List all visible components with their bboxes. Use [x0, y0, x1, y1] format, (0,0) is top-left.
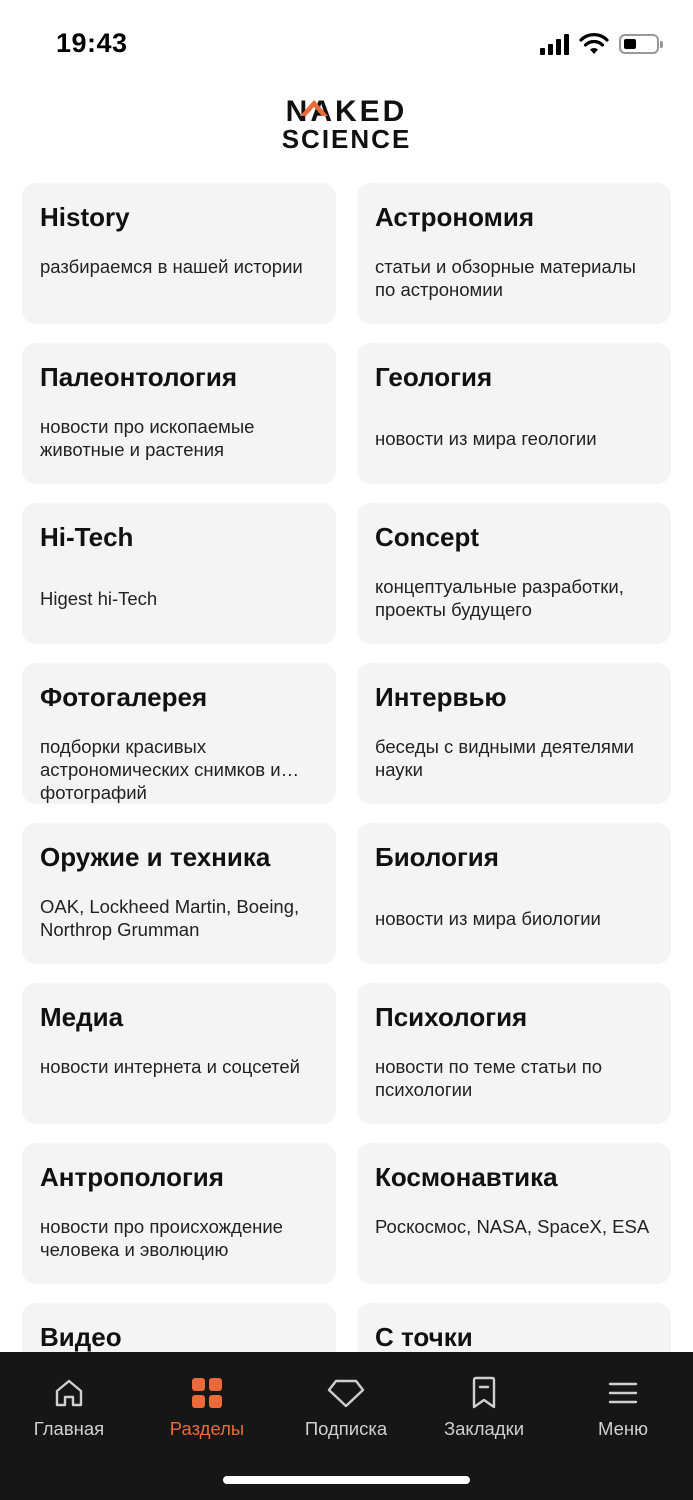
category-card-media[interactable]: [22, 983, 336, 1124]
category-card-cosmonautics[interactable]: [357, 1143, 671, 1284]
card-title: History: [40, 202, 130, 232]
category-card-anthropology[interactable]: [22, 1143, 336, 1284]
card-description: концептуальные разработки, проекты будущего: [375, 576, 624, 620]
bookmark-icon: [470, 1376, 498, 1410]
category-card-hi-tech[interactable]: [22, 503, 336, 644]
category-card-concept[interactable]: [357, 503, 671, 644]
card-description: новости про происхождение человека и эволюцию: [40, 1216, 283, 1260]
card-description: разбираемся в нашей истории: [40, 256, 303, 277]
card-description: Higest hi-Tech: [40, 588, 158, 609]
card-title: Concept: [375, 522, 479, 552]
card-description: новости интернета и соцсетей: [40, 1056, 301, 1077]
card-title: Астрономия: [375, 202, 535, 232]
category-card-weapons[interactable]: [22, 823, 336, 964]
tab-menu[interactable]: [554, 1352, 692, 1452]
card-description: подборки красивых астрономических снимков и фотографий: [40, 736, 281, 803]
card-title: С точки: [375, 1322, 473, 1352]
battery-icon: [619, 34, 659, 54]
card-description: беседы с видными деятелями науки: [375, 736, 634, 780]
tab-home[interactable]: [0, 1352, 138, 1452]
home-icon: [53, 1377, 85, 1409]
logo-line2: SCIENCE: [281, 124, 412, 154]
naked-science-logo: [0, 94, 693, 154]
card-description: новости из мира геологии: [375, 428, 597, 449]
category-card-geology[interactable]: [357, 343, 671, 484]
logo-line1: NAKED: [285, 95, 408, 128]
card-description: OAK, Lockheed Martin, Boeing, Northrop Grumman: [40, 896, 300, 940]
tab-label: Меню: [598, 1418, 648, 1439]
card-title: Оружие и техника: [40, 842, 271, 872]
card-title: Космонавтика: [375, 1162, 558, 1192]
home-indicator: [223, 1476, 470, 1484]
card-description: новости про ископаемые животные и растения: [40, 416, 255, 460]
card-title: Hi-Tech: [40, 522, 134, 552]
card-title: Видео: [40, 1322, 122, 1352]
category-card-biology[interactable]: [357, 823, 671, 964]
category-grid: [22, 183, 671, 1444]
category-card-paleontology[interactable]: [22, 343, 336, 484]
tab-label: Главная: [33, 1418, 105, 1439]
category-card-history[interactable]: [22, 183, 336, 324]
card-title: Медиа: [40, 1002, 124, 1032]
wifi-icon: [579, 33, 609, 55]
menu-icon: [607, 1379, 639, 1407]
grid-icon: [191, 1377, 223, 1409]
card-description: Роскосмос, NASA, SpaceX, ESA: [375, 1216, 650, 1237]
card-title: Психология: [375, 1002, 528, 1032]
tab-label: Подписка: [304, 1418, 388, 1439]
card-title: Палеонтология: [40, 362, 238, 392]
tab-label: Закладки: [443, 1418, 525, 1439]
card-title: Антропология: [40, 1162, 224, 1192]
card-title: Интервью: [375, 682, 507, 712]
tab-bookmarks[interactable]: [415, 1352, 553, 1452]
tab-subscription[interactable]: [277, 1352, 415, 1452]
card-title: Геология: [375, 362, 493, 392]
category-card-astronomy[interactable]: [357, 183, 671, 324]
cellular-signal-icon: [540, 33, 569, 55]
category-card-photogallery[interactable]: [22, 663, 336, 804]
card-description: новости по теме статьи по психологии: [375, 1056, 603, 1100]
category-card-interview[interactable]: [357, 663, 671, 804]
card-title: Биология: [375, 842, 499, 872]
status-icons: [540, 30, 659, 58]
status-bar: [0, 0, 693, 88]
card-description: статьи и обзорные материалы по астрономии: [375, 256, 636, 300]
card-description: новости из мира биологии: [375, 908, 601, 929]
status-time: 19:43: [56, 28, 128, 58]
diamond-icon: [327, 1377, 365, 1409]
tab-label: Разделы: [169, 1418, 245, 1439]
tab-sections[interactable]: [138, 1352, 276, 1452]
category-card-psychology[interactable]: [357, 983, 671, 1124]
card-title: Фотогалерея: [40, 682, 208, 712]
